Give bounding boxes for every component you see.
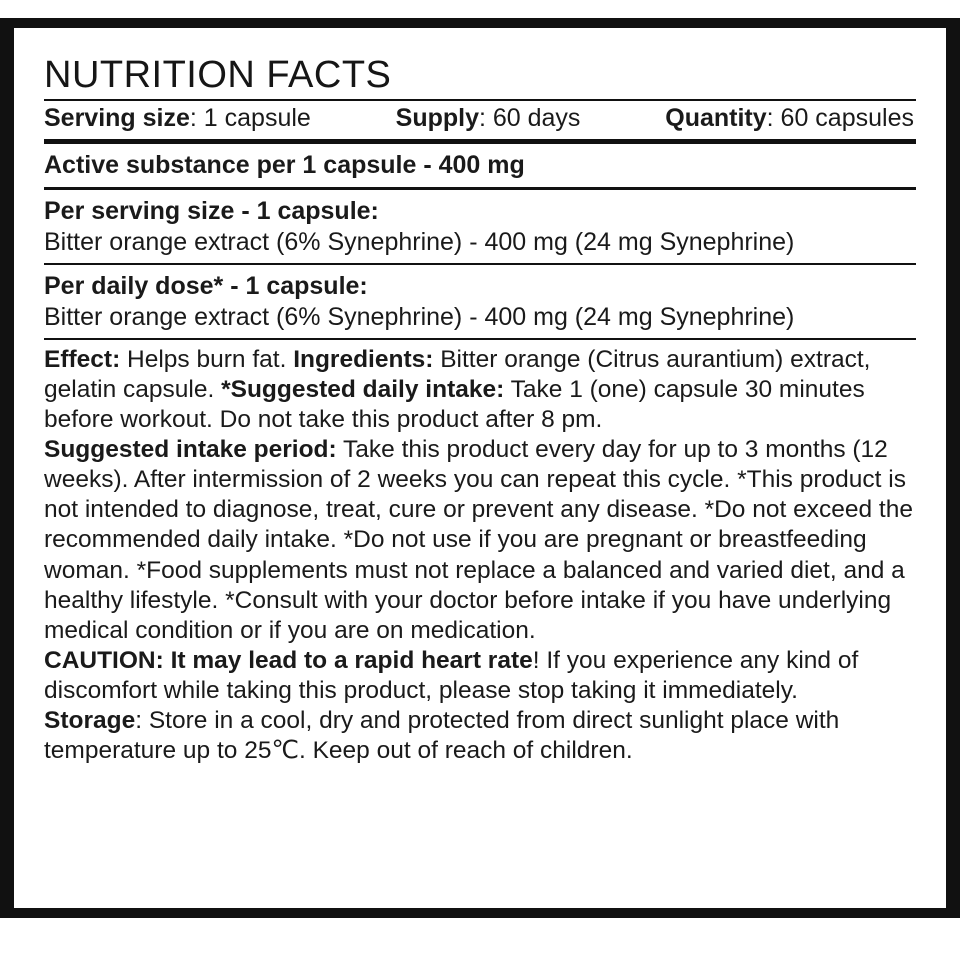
ingredients-label: Ingredients: <box>293 345 434 373</box>
intake-period-text: Take this product every day for up to 3 months (12 weeks). After intermission of 2 weeks you can repeat this cycle. *This product is not intended to diagnose, treat, cure or prevent any disease. *Do not exceed the recommended daily intake. *Do not use if you are pregnant or breastfeeding woman. *Food supplements must not replace a balanced and varied diet, and a healthy lifestyle. *Consult with your doctor before intake if you have underlying medical condition or if you are on medication. <box>44 436 913 644</box>
page-title: NUTRITION FACTS <box>44 54 392 96</box>
nutrition-facts-inner <box>28 42 932 894</box>
per-daily-body: Bitter orange extract (6% Synephrine) - 400 mg (24 mg Synephrine) <box>44 302 795 331</box>
storage-label: Storage <box>44 707 136 735</box>
serving-size-value: : 1 capsule <box>189 103 311 132</box>
serving-summary-row <box>44 104 916 135</box>
divider-under-serving-row <box>44 139 916 144</box>
supply-value: : 60 days <box>478 103 581 132</box>
divider-under-active-substance <box>44 187 916 190</box>
storage-paragraph <box>44 706 916 766</box>
divider-under-per-serving <box>44 263 916 265</box>
effect-label: Effect: <box>44 345 121 373</box>
quantity-label: Quantity <box>665 103 767 132</box>
suggested-intake-label: *Suggested daily intake: <box>221 375 505 403</box>
nutrition-facts-panel <box>0 18 960 918</box>
intake-period-label: Suggested intake period: <box>44 436 337 464</box>
caution-text: ! If you experience any kind of discomfort while taking this product, please stop taking it immediately. <box>44 646 859 705</box>
effect-text: Helps burn fat. <box>120 345 294 373</box>
per-serving-heading: Per serving size - 1 capsule: <box>44 196 379 225</box>
active-substance-line: Active substance per 1 capsule - 400 mg <box>44 150 525 179</box>
quantity-cell <box>665 104 914 133</box>
per-daily-heading: Per daily dose* - 1 capsule: <box>44 271 368 300</box>
per-serving-body: Bitter orange extract (6% Synephrine) - 400 mg (24 mg Synephrine) <box>44 227 795 256</box>
divider-under-per-daily <box>44 338 916 340</box>
supply-cell <box>396 104 581 133</box>
caution-bold-text: : It may lead to a rapid heart rate <box>155 646 533 674</box>
quantity-value: : 60 capsules <box>766 103 914 132</box>
supply-label: Supply <box>395 103 479 132</box>
divider-under-title <box>44 99 916 101</box>
ingredients-text: Bitter orange (Citrus aurantium) extract, gelatin capsule. <box>44 345 871 403</box>
serving-size-cell <box>44 104 311 133</box>
intake-period-paragraph <box>44 435 916 646</box>
suggested-intake-text: Take 1 (one) capsule 30 minutes before workout. Do not take this product after 8 pm. <box>44 375 865 433</box>
caution-paragraph <box>44 646 916 706</box>
effect-ingredients-intake-paragraph <box>44 343 916 435</box>
storage-text: : Store in a cool, dry and protected from direct sunlight place with temperature up to 25℃. Keep out of reach of children. <box>44 707 840 765</box>
serving-size-label: Serving size <box>44 103 190 132</box>
caution-label: CAUTION <box>44 646 156 674</box>
